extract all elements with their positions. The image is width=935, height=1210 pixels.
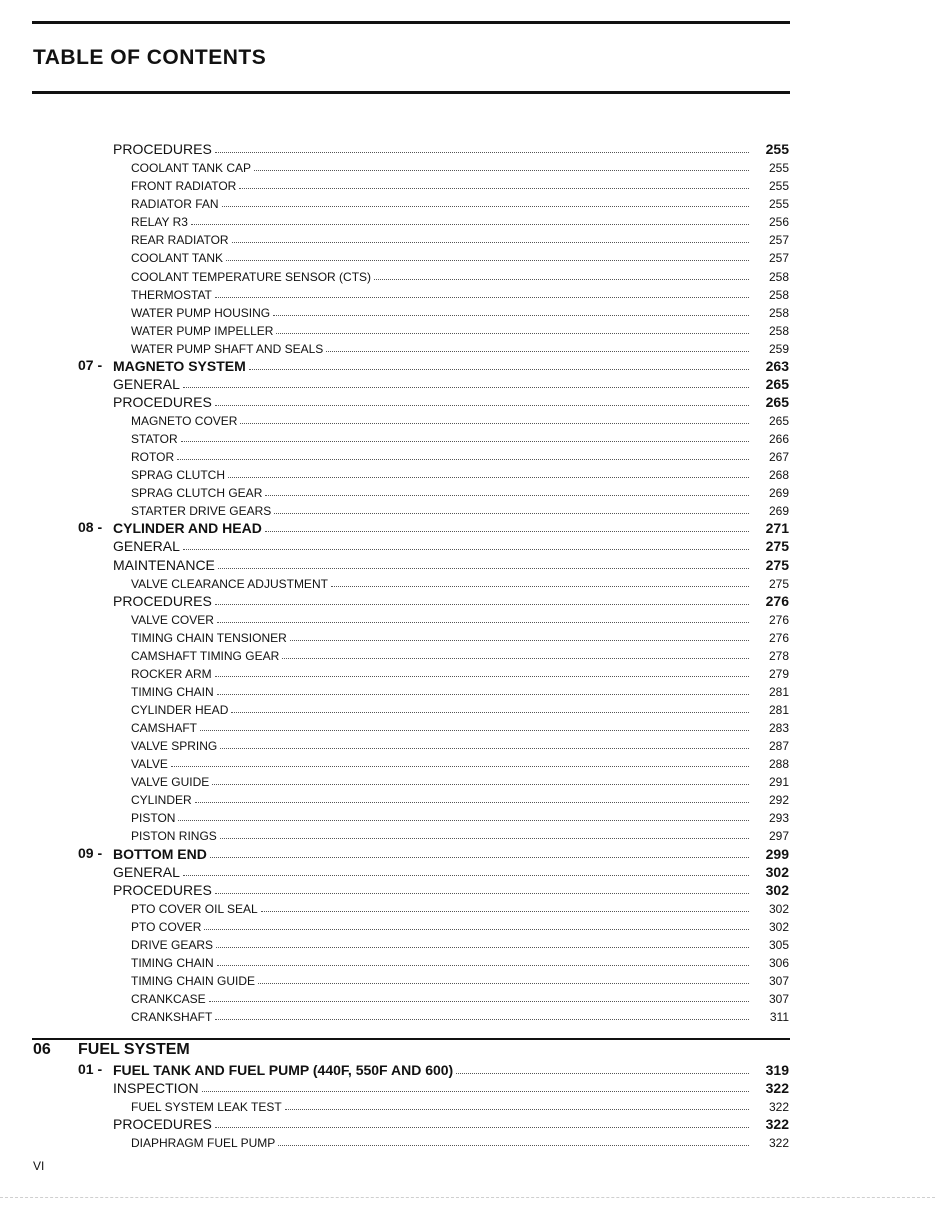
- dot-leader: [183, 875, 749, 876]
- toc-entry-page: 258: [768, 323, 789, 338]
- dot-leader: [195, 802, 749, 803]
- toc-entry-label: DRIVE GEARS: [131, 937, 214, 952]
- dot-leader: [215, 405, 749, 406]
- toc-entry-page: 266: [768, 432, 789, 447]
- toc-entry-page: 269: [768, 486, 789, 501]
- toc-item[interactable]: [0, 338, 935, 356]
- dot-leader: [331, 586, 749, 587]
- toc-item[interactable]: [0, 934, 935, 952]
- toc-entry-page: 311: [769, 1010, 789, 1025]
- toc-entry-label: PTO COVER: [131, 919, 202, 934]
- toc-item[interactable]: [0, 446, 935, 464]
- dot-leader: [240, 423, 749, 424]
- toc-entry-label: TIMING CHAIN GUIDE: [131, 973, 256, 988]
- toc-item[interactable]: [0, 320, 935, 338]
- header-rule-bottom: [32, 91, 790, 94]
- toc-entry-label: TIMING CHAIN: [131, 955, 214, 970]
- toc-item[interactable]: [0, 302, 935, 320]
- dot-leader: [265, 495, 749, 496]
- toc-entry-page: 293: [768, 811, 789, 826]
- toc-subheading[interactable]: [0, 374, 935, 392]
- toc-item[interactable]: [0, 645, 935, 663]
- toc-entry-page: 305: [768, 937, 789, 952]
- toc-subheading[interactable]: [0, 554, 935, 572]
- toc-item[interactable]: [0, 500, 935, 518]
- dot-leader: [217, 965, 749, 966]
- toc-entry-page: 275: [768, 576, 789, 591]
- toc-entry-label: PISTON RINGS: [131, 829, 217, 844]
- dot-leader: [217, 622, 749, 623]
- toc-entry-page: 265: [765, 375, 789, 392]
- toc-entry-label: ROTOR: [131, 450, 175, 465]
- toc-entry-label: VALVE CLEARANCE ADJUSTMENT: [131, 576, 328, 591]
- toc-item[interactable]: [0, 1132, 935, 1150]
- toc-entry-label: REAR RADIATOR: [131, 233, 229, 248]
- dot-leader: [183, 549, 749, 550]
- toc-entry-page: 258: [768, 287, 789, 302]
- toc-entry-page: 299: [765, 845, 789, 862]
- toc-item[interactable]: [0, 193, 935, 211]
- toc-entry-label: PROCEDURES: [113, 592, 212, 609]
- dot-leader: [374, 279, 749, 280]
- toc-item[interactable]: [0, 753, 935, 771]
- toc-subheading[interactable]: [0, 1114, 935, 1132]
- toc-entry-label: CAMSHAFT TIMING GEAR: [131, 648, 280, 663]
- toc-entry-page: 287: [768, 739, 789, 754]
- toc-entry-page: 322: [765, 1116, 789, 1133]
- toc-entry-page: 269: [768, 504, 789, 519]
- dot-leader: [274, 513, 749, 514]
- toc-item[interactable]: [0, 627, 935, 645]
- dot-leader: [202, 1091, 749, 1092]
- toc-entry-label: CRANKSHAFT: [131, 1010, 213, 1025]
- toc-list: [0, 139, 935, 1024]
- dot-leader: [178, 820, 749, 821]
- toc-entry-label: RADIATOR FAN: [131, 197, 219, 212]
- toc-entry-label: CRANKCASE: [131, 992, 206, 1006]
- toc-item[interactable]: [0, 482, 935, 500]
- page-title: TABLE OF CONTENTS: [33, 46, 267, 69]
- toc-item[interactable]: [0, 825, 935, 843]
- toc-entry-page: 258: [768, 269, 789, 284]
- toc-entry-label: PROCEDURES: [113, 141, 212, 158]
- toc-entry-label: VALVE SPRING: [131, 739, 218, 754]
- dot-leader: [215, 297, 749, 298]
- toc-entry-page: 281: [768, 703, 789, 717]
- toc-entry-label: VALVE COVER: [131, 612, 214, 627]
- toc-entry-label: CYLINDER AND HEAD: [113, 520, 262, 537]
- toc-entry-label: COOLANT TANK: [131, 251, 224, 266]
- toc-item[interactable]: [0, 1006, 935, 1024]
- dot-leader: [210, 857, 749, 858]
- toc-entry-page: 322: [765, 1080, 789, 1097]
- dot-leader: [218, 568, 749, 569]
- toc-entry-page: 257: [768, 251, 789, 266]
- toc-item[interactable]: [0, 807, 935, 825]
- toc-item[interactable]: [0, 771, 935, 789]
- toc-entry-label: FUEL TANK AND FUEL PUMP (440F, 550F AND 600): [113, 1062, 454, 1079]
- dot-leader: [215, 604, 749, 605]
- toc-entry-page: 263: [765, 357, 789, 374]
- section-toc-list: [0, 1060, 935, 1150]
- dot-leader: [231, 712, 749, 713]
- toc-entry-label: RELAY R3: [131, 215, 188, 230]
- dot-leader: [254, 170, 749, 171]
- toc-entry-label: SPRAG CLUTCH GEAR: [131, 486, 263, 501]
- section-number: 06: [33, 1041, 51, 1058]
- toc-entry-page: 291: [768, 775, 789, 790]
- dot-leader: [220, 838, 749, 839]
- toc-item[interactable]: [0, 265, 935, 283]
- toc-entry-page: 322: [768, 1100, 789, 1115]
- toc-entry-label: GENERAL: [113, 375, 180, 392]
- toc-item[interactable]: [0, 789, 935, 807]
- toc-entry-label: SPRAG CLUTCH: [131, 468, 226, 483]
- toc-item[interactable]: [0, 663, 935, 681]
- toc-entry-page: 265: [765, 393, 789, 410]
- toc-item[interactable]: [0, 229, 935, 247]
- dot-leader: [171, 766, 749, 767]
- toc-subheading[interactable]: [0, 536, 935, 554]
- toc-entry-page: 267: [768, 450, 789, 465]
- toc-entry-page: 322: [768, 1136, 789, 1151]
- dot-leader: [220, 748, 749, 749]
- toc-entry-label: COOLANT TEMPERATURE SENSOR (CTS): [131, 269, 372, 284]
- toc-entry-label: ROCKER ARM: [131, 666, 212, 681]
- toc-entry-page: 302: [765, 863, 789, 880]
- dot-leader: [276, 333, 749, 334]
- toc-entry-page: 297: [768, 829, 789, 844]
- dot-leader: [258, 983, 749, 984]
- toc-entry-page: 276: [765, 592, 789, 609]
- toc-item[interactable]: [0, 609, 935, 627]
- dot-leader: [204, 929, 749, 930]
- toc-entry-label: BOTTOM END: [113, 845, 207, 862]
- toc-entry-page: 307: [768, 973, 789, 988]
- toc-item[interactable]: [0, 157, 935, 175]
- dot-leader: [222, 206, 749, 207]
- toc-item[interactable]: [0, 284, 935, 302]
- toc-entry-page: 279: [768, 666, 789, 681]
- dot-leader: [181, 441, 749, 442]
- toc-subheading[interactable]: [0, 392, 935, 410]
- dot-leader: [215, 893, 749, 894]
- toc-entry-page: 271: [765, 520, 789, 537]
- dot-leader: [239, 188, 749, 189]
- toc-entry-label: INSPECTION: [113, 1080, 199, 1097]
- dot-leader: [215, 676, 749, 677]
- toc-item[interactable]: [0, 428, 935, 446]
- dot-leader: [200, 730, 749, 731]
- toc-entry-label: PTO COVER OIL SEAL: [131, 901, 258, 916]
- toc-entry-page: 255: [768, 197, 789, 212]
- dot-leader: [216, 947, 749, 948]
- dot-leader: [326, 351, 749, 352]
- dot-leader: [215, 152, 749, 153]
- dot-leader: [265, 531, 749, 532]
- toc-entry-label: COOLANT TANK CAP: [131, 161, 252, 176]
- toc-entry-page: 259: [768, 341, 789, 356]
- toc-entry-label: WATER PUMP HOUSING: [131, 305, 271, 320]
- toc-subheading[interactable]: [0, 1078, 935, 1096]
- toc-item[interactable]: [0, 464, 935, 482]
- toc-item[interactable]: [0, 699, 935, 717]
- toc-entry-page: 288: [768, 757, 789, 772]
- toc-entry-page: 307: [768, 992, 789, 1006]
- toc-entry-page: 319: [765, 1062, 789, 1079]
- dot-leader: [273, 315, 749, 316]
- toc-chapter[interactable]: [0, 518, 935, 536]
- toc-entry-label: TIMING CHAIN: [131, 684, 214, 699]
- toc-entry-label: FRONT RADIATOR: [131, 179, 237, 194]
- dot-leader: [215, 1127, 749, 1128]
- toc-item[interactable]: [0, 410, 935, 428]
- toc-subheading[interactable]: [0, 880, 935, 898]
- section-title: FUEL SYSTEM: [78, 1041, 190, 1058]
- toc-entry-label: MAGNETO SYSTEM: [113, 357, 246, 374]
- toc-chapter[interactable]: [0, 843, 935, 861]
- toc-entry-page: 265: [768, 414, 789, 428]
- toc-entry-page: 306: [768, 955, 789, 970]
- dot-leader: [249, 369, 749, 370]
- toc-entry-page: 283: [768, 721, 789, 736]
- toc-item[interactable]: [0, 175, 935, 193]
- toc-entry-page: 276: [768, 612, 789, 627]
- toc-entry-page: 256: [768, 215, 789, 230]
- toc-entry-page: 281: [768, 684, 789, 699]
- dot-leader: [177, 459, 749, 460]
- dot-leader: [278, 1145, 749, 1146]
- toc-entry-page: 255: [765, 141, 789, 158]
- toc-entry-label: VALVE GUIDE: [131, 775, 210, 790]
- toc-entry-label: WATER PUMP IMPELLER: [131, 323, 274, 338]
- dot-leader: [215, 1019, 749, 1020]
- toc-subheading[interactable]: [0, 591, 935, 609]
- dot-leader: [217, 694, 749, 695]
- toc-item[interactable]: [0, 898, 935, 916]
- toc-entry-label: MAGNETO COVER: [131, 414, 238, 428]
- toc-subheading[interactable]: [0, 139, 935, 157]
- toc-item[interactable]: [0, 916, 935, 934]
- page-number: VI: [33, 1159, 45, 1173]
- toc-entry-page: 292: [768, 793, 789, 808]
- toc-item[interactable]: [0, 970, 935, 988]
- toc-entry-label: DIAPHRAGM FUEL PUMP: [131, 1136, 276, 1151]
- toc-entry-page: 302: [765, 881, 789, 898]
- dot-leader: [191, 224, 749, 225]
- toc-item[interactable]: [0, 573, 935, 591]
- toc-entry-page: 276: [768, 630, 789, 645]
- toc-item[interactable]: [0, 1096, 935, 1114]
- toc-entry-label: CAMSHAFT: [131, 721, 197, 736]
- toc-entry-label: CYLINDER HEAD: [131, 703, 229, 717]
- toc-entry-page: 275: [765, 556, 789, 573]
- toc-entry-page: 268: [768, 468, 789, 483]
- toc-entry-label: MAINTENANCE: [113, 556, 215, 573]
- toc-subheading[interactable]: [0, 862, 935, 880]
- toc-entry-label: PROCEDURES: [113, 881, 212, 898]
- toc-entry-page: 255: [768, 161, 789, 176]
- toc-chapter-number: 01 -: [78, 1061, 103, 1078]
- toc-entry-page: 278: [768, 648, 789, 663]
- section-rule: [32, 1038, 790, 1040]
- toc-chapter[interactable]: [0, 356, 935, 374]
- toc-entry-label: STATOR: [131, 432, 178, 447]
- toc-chapter-number: 07 -: [78, 356, 103, 373]
- dot-leader: [285, 1109, 749, 1110]
- toc-entry-page: 258: [768, 305, 789, 320]
- toc-entry-label: WATER PUMP SHAFT AND SEALS: [131, 341, 324, 356]
- toc-entry-label: GENERAL: [113, 863, 180, 880]
- dot-leader: [228, 477, 749, 478]
- footer-scan-line: [0, 1197, 935, 1198]
- dot-leader: [232, 242, 749, 243]
- toc-item[interactable]: [0, 988, 935, 1006]
- toc-entry-label: STARTER DRIVE GEARS: [131, 504, 272, 519]
- toc-item[interactable]: [0, 717, 935, 735]
- dot-leader: [282, 658, 749, 659]
- header-rule-top: [32, 21, 790, 24]
- toc-chapter-number: 09 -: [78, 844, 103, 861]
- toc-entry-label: FUEL SYSTEM LEAK TEST: [131, 1100, 282, 1115]
- dot-leader: [261, 911, 749, 912]
- dot-leader: [209, 1001, 749, 1002]
- toc-entry-label: PROCEDURES: [113, 1116, 212, 1133]
- toc-entry-page: 257: [768, 233, 789, 248]
- toc-entry-page: 302: [768, 919, 789, 934]
- dot-leader: [456, 1073, 749, 1074]
- toc-item[interactable]: [0, 211, 935, 229]
- toc-entry-label: TIMING CHAIN TENSIONER: [131, 630, 287, 645]
- toc-entry-label: THERMOSTAT: [131, 287, 212, 302]
- toc-chapter[interactable]: [0, 1060, 935, 1078]
- toc-entry-label: PISTON: [131, 811, 176, 826]
- toc-entry-page: 302: [768, 901, 789, 916]
- toc-entry-label: GENERAL: [113, 538, 180, 555]
- toc-entry-page: 275: [765, 538, 789, 555]
- dot-leader: [183, 387, 749, 388]
- dot-leader: [212, 784, 749, 785]
- toc-item[interactable]: [0, 952, 935, 970]
- toc-entry-label: CYLINDER: [131, 793, 192, 808]
- toc-chapter-number: 08 -: [78, 519, 103, 536]
- toc-entry-label: PROCEDURES: [113, 393, 212, 410]
- toc-item[interactable]: [0, 681, 935, 699]
- toc-entry-page: 255: [768, 179, 789, 194]
- toc-entry-label: VALVE: [131, 757, 168, 772]
- dot-leader: [226, 260, 749, 261]
- dot-leader: [290, 640, 749, 641]
- toc-item[interactable]: [0, 247, 935, 265]
- toc-item[interactable]: [0, 735, 935, 753]
